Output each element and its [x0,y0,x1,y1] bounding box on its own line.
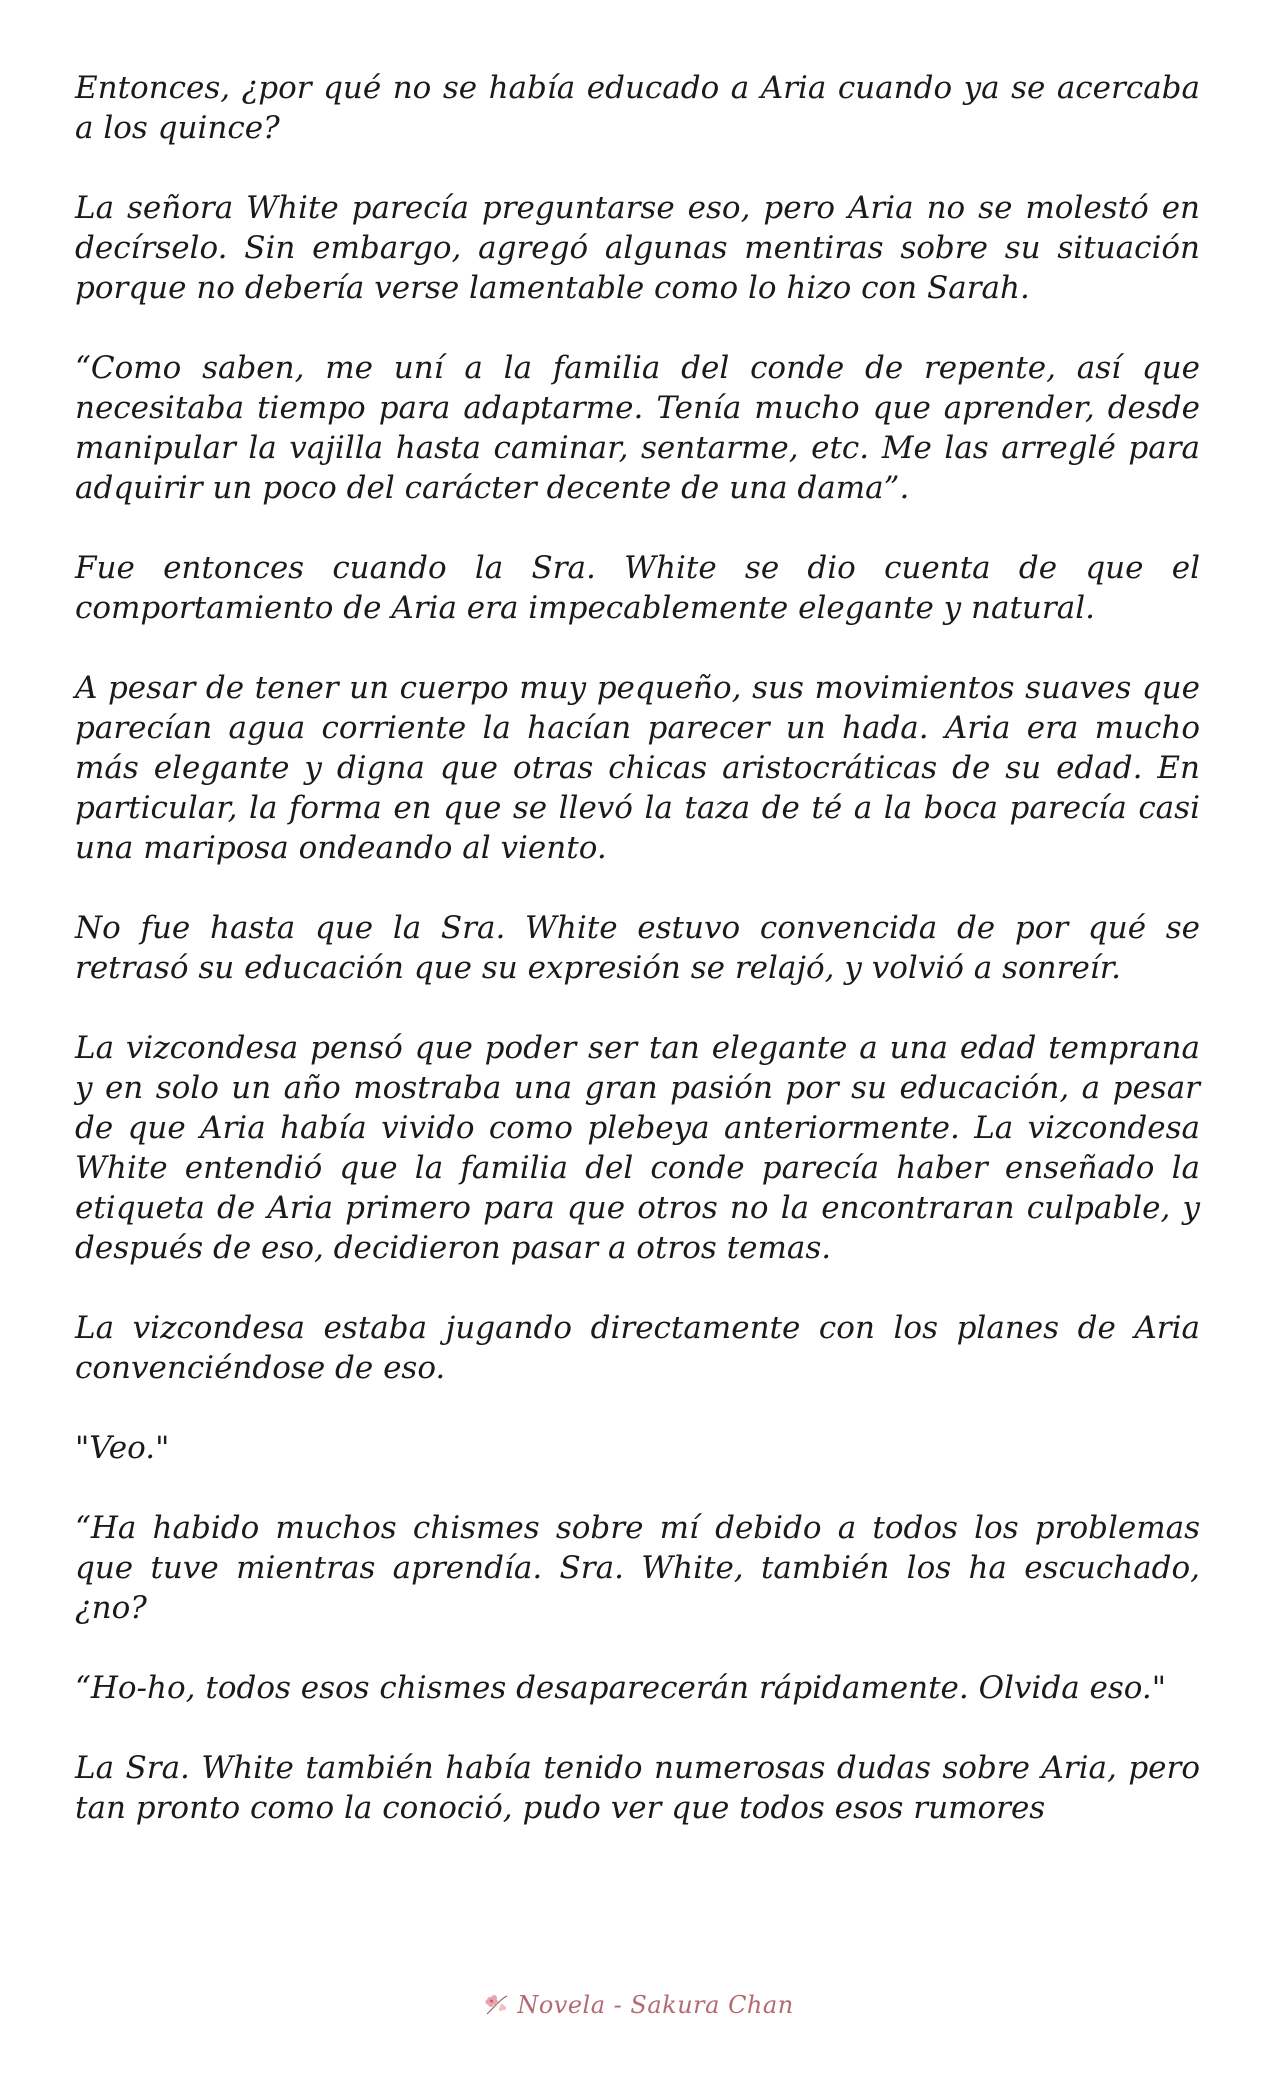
cherry-blossom-icon [481,1990,511,2020]
paragraph: “Como saben, me uní a la familia del conde de repente, así que necesitaba tiempo para adaptarme. Tenía mucho que aprender, desde manipular la vajilla hasta caminar, sentarme, etc. Me las arreglé para adquirir un poco del carácter decente de una dama”. [75,350,1200,506]
footer-text: Novela - Sakura Chan [517,1991,794,2019]
paragraph: La vizcondesa pensó que poder ser tan elegante a una edad temprana y en solo un año mostraba una gran pasión por su educación, a pesar de que Aria había vivido como plebeya anteriormente. La vizcondesa White entendió que la familia del conde parecía haber enseñado la etiqueta de Aria primero para que otros no la encontraran culpable, y después de eso, decidieron pasar a otros temas. [75,1030,1200,1266]
paragraph: La vizcondesa estaba jugando directamente con los planes de Aria convenciéndose de eso. [75,1310,1200,1386]
paragraph: La Sra. White también había tenido numerosas dudas sobre Aria, pero tan pronto como la conoció, pudo ver que todos esos rumores [75,1750,1200,1826]
paragraph: A pesar de tener un cuerpo muy pequeño, sus movimientos suaves que parecían agua corriente la hacían parecer un hada. Aria era mucho más elegante y digna que otras chicas aristocráticas de su edad. En particular, la forma en que se llevó la taza de té a la boca parecía casi una mariposa ondeando al viento. [75,670,1200,866]
paragraph: "Veo." [75,1430,170,1466]
paragraph: Fue entonces cuando la Sra. White se dio cuenta de que el comportamiento de Aria era impecablemente elegante y natural. [75,550,1200,626]
document-body [75,68,1200,1868]
paragraph: La señora White parecía preguntarse eso, pero Aria no se molestó en decírselo. Sin embargo, agregó algunas mentiras sobre su situación porque no debería verse lamentable como lo hizo con Sarah. [75,190,1200,306]
paragraph: “Ho-ho, todos esos chismes desaparecerán rápidamente. Olvida eso." [75,1670,1167,1706]
footer-inner [481,1990,793,2020]
paragraph: No fue hasta que la Sra. White estuvo convencida de por qué se retrasó su educación que su expresión se relajó, y volvió a sonreír. [75,910,1200,986]
paragraph: Entonces, ¿por qué no se había educado a Aria cuando ya se acercaba a los quince? [75,70,1200,146]
paragraph: “Ha habido muchos chismes sobre mí debido a todos los problemas que tuve mientras aprendía. Sra. White, también los ha escuchado, ¿no? [75,1510,1200,1626]
footer-watermark [0,1985,1275,2025]
